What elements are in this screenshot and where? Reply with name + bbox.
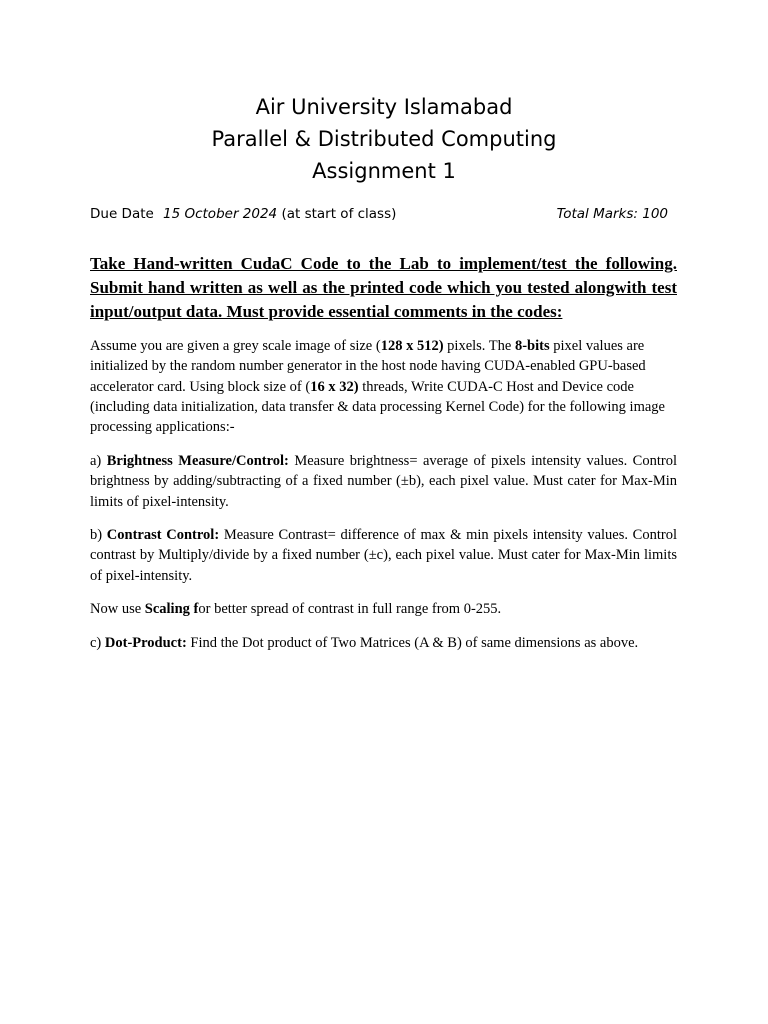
assignment-meta <box>90 206 668 228</box>
scaling-paragraph: Now use Scaling for better spread of contrast in full range from 0-255. <box>90 601 502 617</box>
due-date: 15 October 2024 <box>163 206 278 222</box>
instructions-heading: Take Hand-written CudaC Code to the Lab to implement/test the following. Submit hand written as well as the printed code which you tested alongwith test input/output data. Must provide essential comments in the codes: <box>90 254 677 321</box>
assignment-title: Assignment 1 <box>312 159 456 183</box>
item-contrast-label: Contrast Control: <box>106 527 220 543</box>
due-date-value <box>163 206 396 222</box>
item-contrast: b) Contrast Control: Measure Contrast= difference of max & min pixels intensity values. Control contrast by Multiply/divide by a fixed number (±c), each pixel value. Must cater for Max-Min limits of pixel-intensity. <box>90 527 677 584</box>
bit-depth: 8-bits <box>514 338 550 354</box>
image-size: 128 x 512) <box>380 338 444 354</box>
item-dot-product-label: Dot-Product: <box>104 635 187 651</box>
item-dot-product: c) Dot-Product: Find the Dot product of Two Matrices (A & B) of same dimensions as above. <box>90 635 639 651</box>
university-title: Air University Islamabad <box>255 95 513 119</box>
intro-paragraph: Assume you are given a grey scale image of size (128 x 512) pixels. The 8-bits pixel values are initialized by the random number generator in the host node having CUDA-enabled GPU-based accelerator card. Using block size of (16 x 32) threads, Write CUDA-C Host and Device code (including data initialization, data transfer & data processing Kernel Code) for the following image processing applications:- <box>90 338 665 436</box>
total-marks: Total Marks: 100 <box>556 206 668 222</box>
course-title: Parallel & Distributed Computing <box>211 127 557 151</box>
scaling-label: Scaling f <box>144 601 199 617</box>
block-size: 16 x 32) <box>310 378 359 395</box>
item-brightness: a) Brightness Measure/Control: Measure brightness= average of pixels intensity values. Control brightness by adding/subtracting of a fixed number (±b), each pixel value. Must cater for Max-Min limits of pixel-intensity. <box>90 453 677 510</box>
due-note: (at start of class) <box>281 206 397 222</box>
due-date-label: Due Date <box>90 206 154 222</box>
item-brightness-label: Brightness Measure/Control: <box>106 453 289 469</box>
